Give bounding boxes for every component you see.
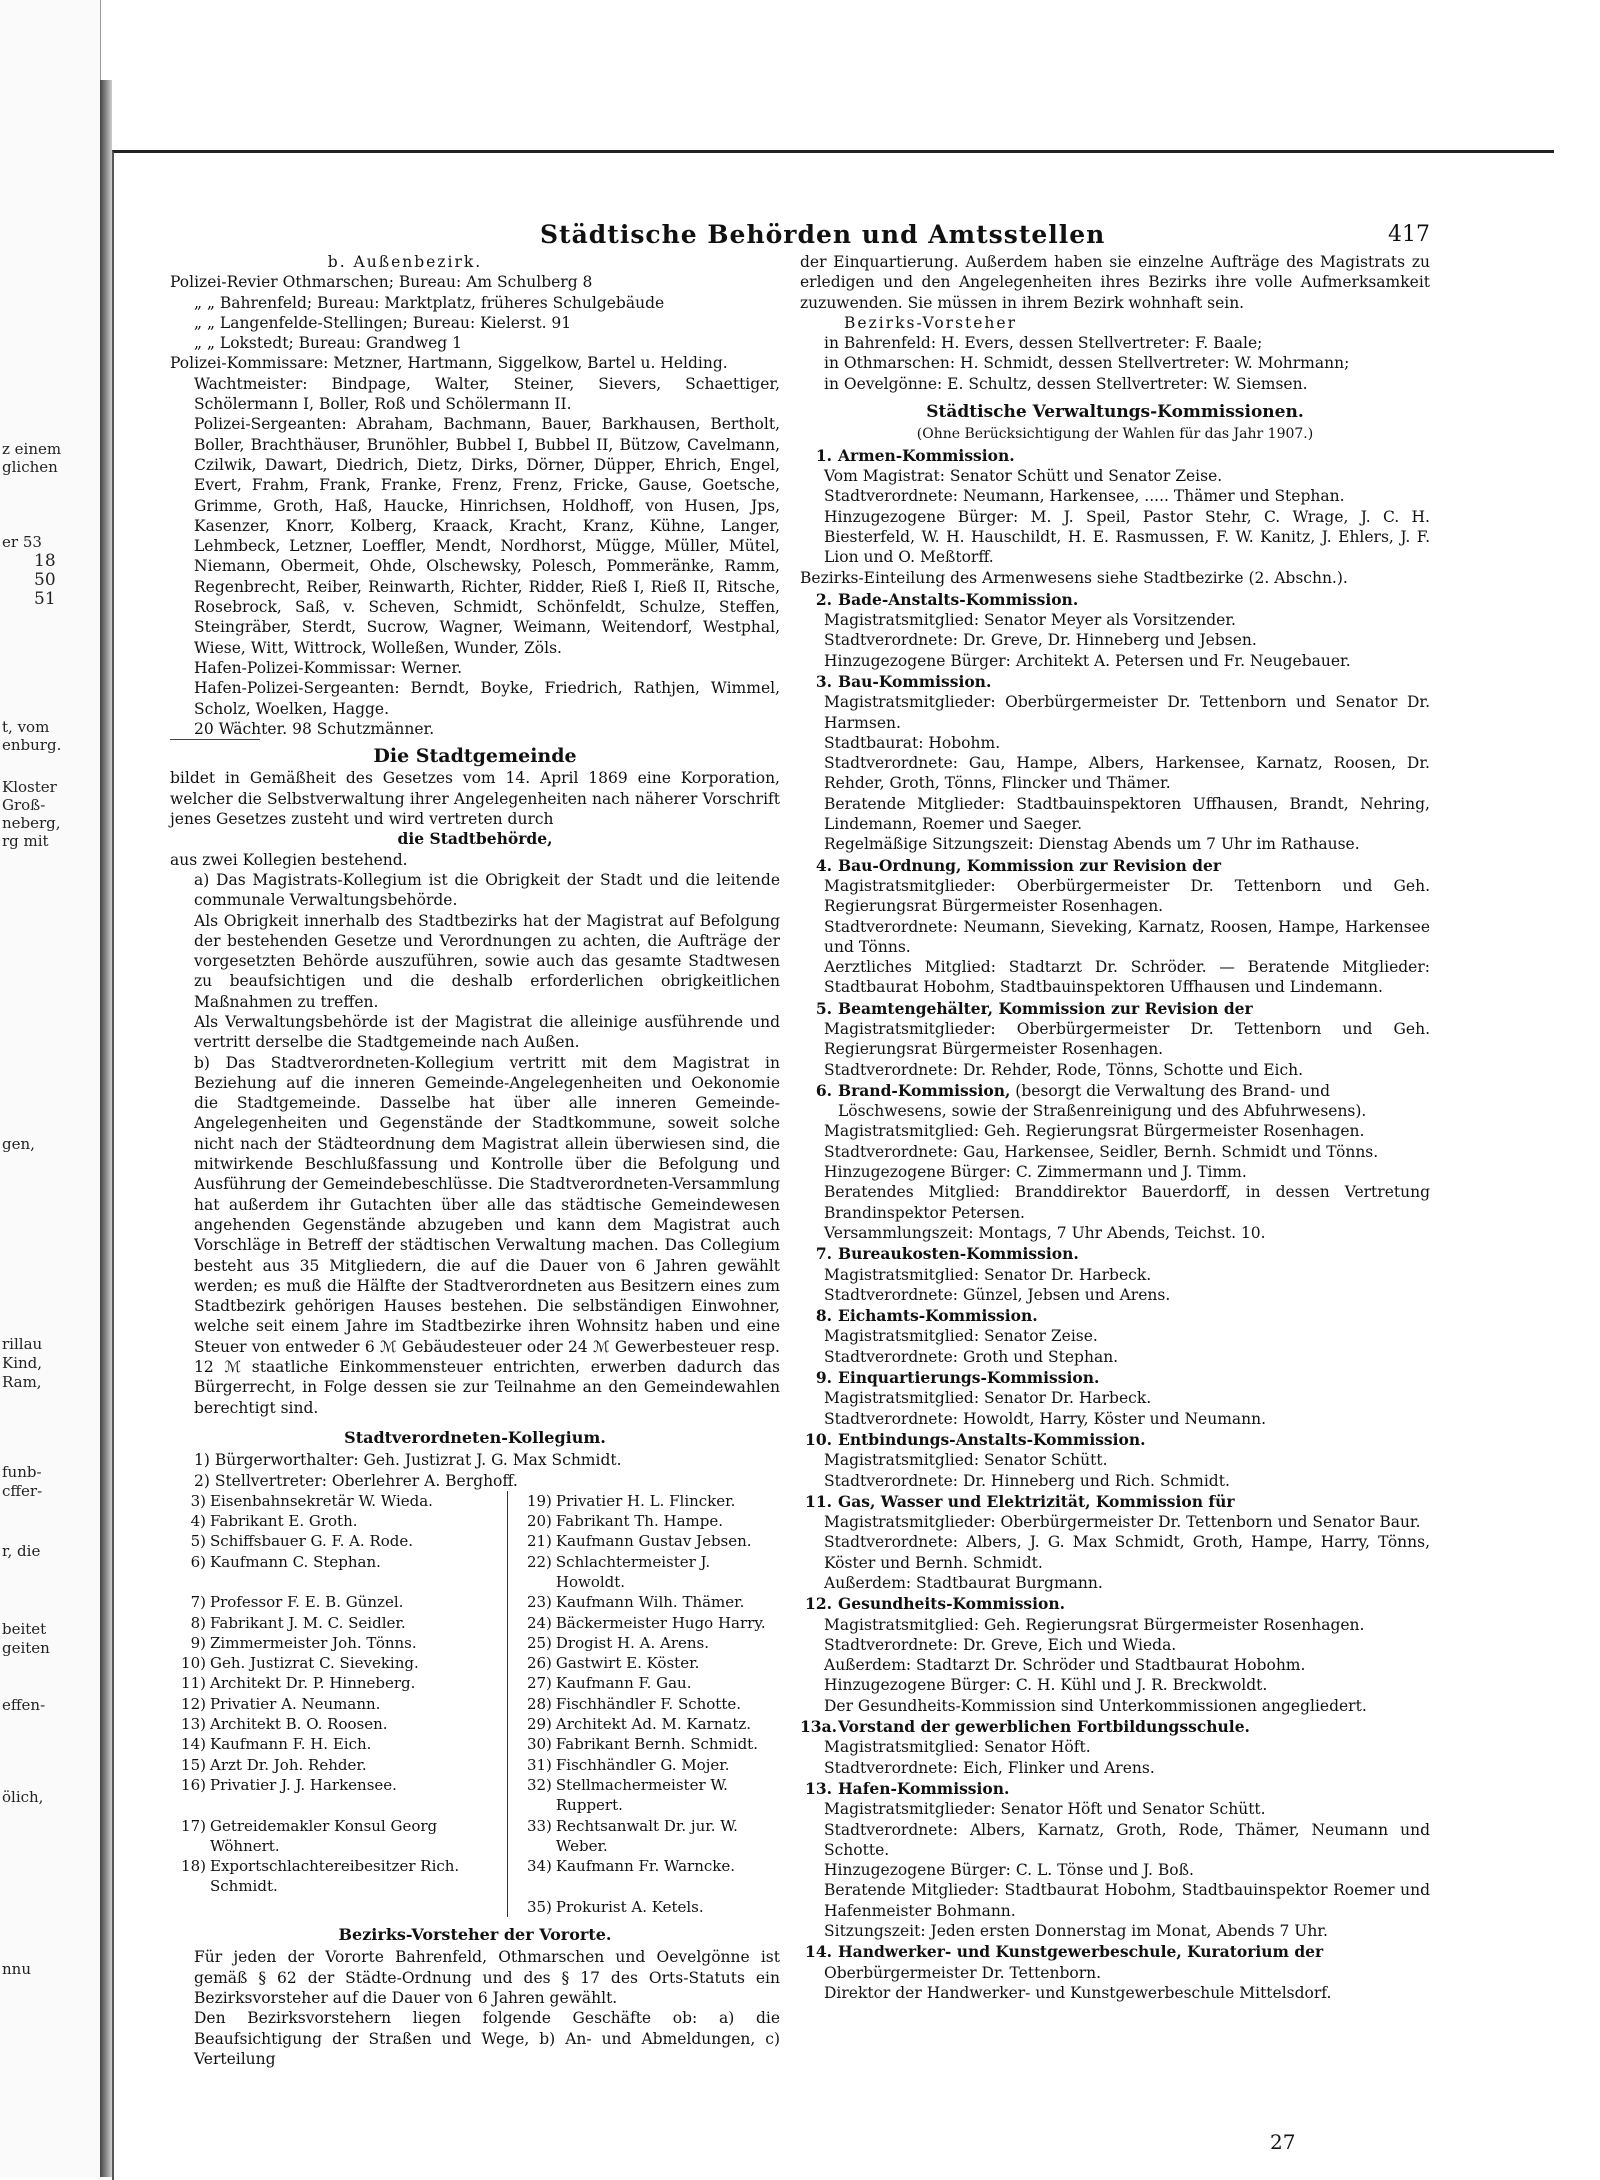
- commission-line: Magistratsmitglieder: Oberbürgermeister Dr. Tettenborn und Senator Baur.: [824, 1513, 1421, 1532]
- member-number: 16): [181, 1775, 206, 1794]
- commission-line: Oberbürgermeister Dr. Tettenborn.: [824, 1963, 1102, 1982]
- column-separator: [507, 1613, 516, 1633]
- commission-line: Hinzugezogene Bürger: C. Zimmermann und J. Timm.: [824, 1163, 1247, 1182]
- commission-line: Hinzugezogene Bürger: Architekt A. Petersen und Fr. Neugebauer.: [824, 651, 1351, 670]
- commission-line: Magistratsmitglied: Senator Zeise.: [824, 1327, 1098, 1346]
- member-number: 10): [181, 1654, 206, 1673]
- commission-title: Eichamts-Kommission.: [838, 1306, 1038, 1326]
- commission-line: Beratendes Mitglied: Branddirektor Bauerdorff, in dessen Vertretung Brandinspektor Petersen.: [824, 1183, 1430, 1222]
- commission-line: Magistratsmitglied: Senator Schütt.: [824, 1451, 1108, 1470]
- commission-number: 13.: [805, 1778, 832, 1798]
- left-page-text-fragment: enburg.: [2, 736, 62, 754]
- stadtgemeinde-intro: bildet in Gemäßheit des Gesetzes vom 14. April 1869 eine Korporation, welcher die Selbstverwaltung ihrer Angelegenheiten nach näherer Vorschrift jenes Gesetzes zusteht und wird vertreten durch: [170, 769, 780, 829]
- member-name: Privatier H. L. Flincker.: [555, 1491, 736, 1510]
- column-separator: [507, 1755, 516, 1775]
- commission-entry: [800, 1492, 1430, 1593]
- commission-title-wrap: [838, 446, 1430, 466]
- member-name: Zimmermeister Joh. Tönns.: [210, 1633, 417, 1652]
- commission-title-wrap: [838, 1717, 1430, 1737]
- commission-title: Armen-Kommission.: [838, 445, 1015, 465]
- commission-title: Einquartierungs-Kommission.: [838, 1368, 1100, 1388]
- left-page-text-fragment: er 53: [2, 533, 42, 551]
- commission-number: 12.: [805, 1594, 832, 1614]
- commission-title: Gesundheits-Kommission.: [838, 1594, 1066, 1614]
- revier-line: „ „ Langenfelde-Stellingen; Bureau: Kielerst. 91: [194, 313, 572, 332]
- commission-title-wrap: [838, 1430, 1430, 1450]
- commission-line: Der Gesundheits-Kommission sind Unterkommissionen angegliedert.: [824, 1696, 1367, 1715]
- member-number: 7): [190, 1593, 206, 1612]
- commission-entry: [800, 1779, 1430, 1941]
- member-name: Kaufmann F. Gau.: [555, 1674, 692, 1693]
- left-page-text-fragment: rg mit: [2, 832, 49, 850]
- left-page-fragment: [0, 0, 101, 2177]
- left-page-text-fragment: funb-: [2, 1463, 42, 1481]
- member-name: [208, 1897, 507, 1917]
- kollegium-vice: 2) Stellvertreter: Oberlehrer A. Berghoff.: [194, 1471, 518, 1490]
- commission-number: 2.: [815, 589, 832, 609]
- member-name: Privatier A. Neumann.: [210, 1694, 381, 1713]
- commission-title-wrap: [838, 999, 1430, 1019]
- kollegium-chair: 1) Bürgerworthalter: Geh. Justizrat J. G. Max Schmidt.: [194, 1451, 622, 1470]
- commission-heading: [800, 856, 1430, 876]
- police-count: 20 Wächter. 98 Schutzmänner.: [194, 719, 435, 738]
- commission-entry: [800, 1306, 1430, 1367]
- commission-line: Magistratsmitglied: Geh. Regierungsrat Bürgermeister Rosenhagen.: [824, 1615, 1365, 1634]
- left-page-text-fragment: Ram,: [2, 1373, 42, 1391]
- commission-entry: [800, 568, 1430, 588]
- member-name: Arzt Dr. Joh. Rehder.: [210, 1755, 367, 1774]
- column-separator: [507, 1673, 516, 1693]
- member-name: Drogist H. A. Arens.: [555, 1633, 710, 1652]
- member-name: Fabrikant Th. Hampe.: [555, 1512, 723, 1531]
- kollegium-title: Stadtverordneten-Kollegium.: [344, 1427, 606, 1447]
- member-number: 4): [190, 1512, 206, 1531]
- revier-line: Polizei-Revier Othmarschen; Bureau: Am Schulberg 8: [170, 273, 593, 292]
- left-page-text-fragment: t, vom: [2, 718, 50, 736]
- commission-heading: [800, 446, 1430, 466]
- commission-title: Vorstand der gewerblichen Fortbildungsschule.: [838, 1717, 1250, 1737]
- commission-title-wrap: [838, 1368, 1430, 1388]
- member-number: 5): [190, 1532, 206, 1551]
- member-name: Kaufmann Gustav Jebsen.: [555, 1532, 752, 1551]
- commission-entry: [800, 672, 1430, 855]
- commission-line: Regelmäßige Sitzungszeit: Dienstag Abends um 7 Uhr im Rathause.: [824, 835, 1360, 854]
- commission-line: Stadtverordnete: Günzel, Jebsen und Arens.: [824, 1285, 1171, 1304]
- member-number: 6): [190, 1552, 206, 1571]
- commission-number: 14.: [805, 1942, 832, 1962]
- commission-line: Stadtverordnete: Dr. Greve, Dr. Hinneberg und Jebsen.: [824, 631, 1257, 650]
- wachtmeister: Wachtmeister: Bindpage, Walter, Steiner, Sievers, Schaettiger, Schölermann I, Boller, Roß und Schölermann II.: [194, 374, 780, 414]
- member-number: 25): [526, 1633, 552, 1652]
- vorsteher-line: in Othmarschen: H. Schmidt, dessen Stellvertreter: W. Mohrmann;: [824, 354, 1350, 373]
- commission-number: 11.: [805, 1491, 832, 1511]
- member-number: 21): [526, 1532, 552, 1551]
- commission-line: Stadtverordnete: Dr. Greve, Eich und Wieda.: [824, 1635, 1177, 1654]
- commission-title: Gas, Wasser und Elektrizität, Kommission für: [838, 1491, 1235, 1511]
- member-number: 12): [181, 1694, 206, 1713]
- member-number: 9): [190, 1633, 206, 1652]
- commission-line: Magistratsmitglied: Senator Höft.: [824, 1738, 1091, 1757]
- members-table: [170, 1491, 780, 1917]
- left-page-text-fragment: Kloster: [2, 778, 57, 796]
- commission-title: Brand-Kommission,: [838, 1080, 1011, 1100]
- left-page-text-fragment: geiten: [2, 1639, 50, 1657]
- member-name: Kaufmann Wilh. Thämer.: [555, 1593, 745, 1612]
- commission-title-wrap: [838, 856, 1430, 876]
- commission-number: 13a.: [800, 1717, 838, 1737]
- commission-title-wrap: [838, 1244, 1430, 1264]
- commission-line: Stadtverordnete: Neumann, Sieveking, Karnatz, Roosen, Hampe, Harkensee und Tönns.: [824, 917, 1430, 956]
- member-row: [170, 1816, 780, 1857]
- member-number: 8): [190, 1613, 206, 1632]
- commission-line: Magistratsmitglied: Senator Meyer als Vorsitzender.: [824, 611, 1236, 630]
- commission-title-wrap: [838, 1594, 1430, 1614]
- column-separator: [507, 1714, 516, 1734]
- commission-heading: [800, 590, 1430, 610]
- vorsteher-para1: Für jeden der Vororte Bahrenfeld, Othmarschen und Oevelgönne ist gemäß § 62 der Städte-Ordnung und des § 17 des Orts-Statuts ein Bezirksvorsteher auf die Dauer von 6 Jahren gewählt.: [194, 1948, 780, 2007]
- member-row: [170, 1552, 780, 1593]
- commission-heading: [800, 1306, 1430, 1326]
- commission-line: Direktor der Handwerker- und Kunstgewerbeschule Mittelsdorf.: [824, 1983, 1332, 2002]
- commission-line: Beratende Mitglieder: Stadtbaurat Hobohm, Stadtbauinspektor Roemer und Hafenmeister Bohmann.: [824, 1881, 1430, 1920]
- left-page-text-fragment: 51: [34, 589, 56, 609]
- left-page-text-fragment: Kind,: [2, 1354, 43, 1372]
- kommissionen-title: Städtische Verwaltungs-Kommissionen.: [926, 402, 1304, 423]
- left-page-text-fragment: rillau: [2, 1335, 43, 1353]
- kommissionen-subtitle: (Ohne Berücksichtigung der Wahlen für das Jahr 1907.): [916, 426, 1314, 443]
- commission-title-wrap: [838, 1492, 1430, 1512]
- member-row: [170, 1856, 780, 1897]
- commission-entry: [800, 1244, 1430, 1305]
- para-obrigkeit: Als Obrigkeit innerhalb des Stadtbezirks hat der Magistrat auf Befolgung der bestehenden Gesetze und Verordnungen zu achten, die Aufträge der vorgesetzten Behörde auszuführen, sowie auch das gesamte Stadtwesen zu beaufsichtigen und die deshalb erforderlichen obrigkeitlichen Maßnahmen zu treffen.: [194, 911, 780, 1011]
- commission-heading: [800, 1081, 1430, 1122]
- commission-line: Magistratsmitglieder: Oberbürgermeister Dr. Tettenborn und Geh. Regierungsrat Bürgermeister Rosenhagen.: [824, 876, 1430, 916]
- left-page-text-fragment: r, die: [2, 1542, 41, 1560]
- para-stadtverordnete: b) Das Stadtverordneten-Kollegium vertritt mit dem Magistrat in Beziehung auf die inneren Gemeinde-Angelegenheiten und Oekonomie die Stadtgemeinde. Dasselbe hat über alle inneren Gemeinde-Angelegenheiten und Gegenstände der Stadtkommune, soweit solche nicht nach der Städteordnung dem Magistrat allein überwiesen sind, die mitwirkende Beschlußfassung und Kontrolle über die Befolgung und Ausführung der Gemeindebeschlüsse. Die Stadtverordneten-Versammlung hat außerdem ihr Gutachten über alle das städtische Gemeindewesen angehenden Gegenstände abzugeben und kann dem Magistrat auch Vorschläge in Betreff der städtischen Verwaltung machen. Das Collegium besteht aus 35 Mitgliedern, die auf die Dauer von 6 Jahren gewählt werden; es muß die Hälfte der Stadtverordneten aus Besitzern eines zum Stadtbezirk gehörigen Hauses bestehen. Die selbständigen Einwohner, welche seit einem Jahre im Stadtbezirke ihren Wohnsitz haben und eine Steuer von entweder 6 ℳ Gebäudesteuer oder 24 ℳ Gewerbesteuer resp. 12 ℳ staatliche Einkommensteuer entrichten, erwerben dadurch das Bürgerrecht, in Folge dessen sie zur Teilnahme an den Gemeindewahlen berechtigt sind.: [194, 1053, 780, 1417]
- member-row: [170, 1592, 780, 1612]
- member-name: Prokurist A. Ketels.: [555, 1897, 704, 1916]
- member-number: 28): [526, 1694, 552, 1713]
- left-column: [170, 252, 780, 2069]
- column-separator: [507, 1633, 516, 1653]
- left-page-text-fragment: beitet: [2, 1620, 47, 1638]
- commission-line: Aerztliches Mitglied: Stadtarzt Dr. Schröder. — Beratende Mitglieder: Stadtbaurat Hobohm, Stadtbauinspektoren Uffhausen und Lindemann.: [824, 958, 1430, 997]
- member-row: [170, 1714, 780, 1734]
- column-separator: [507, 1734, 516, 1754]
- commission-number: 4.: [815, 855, 832, 875]
- member-row: [170, 1491, 780, 1511]
- member-number: 18): [181, 1857, 206, 1876]
- member-number: 34): [526, 1857, 552, 1876]
- left-page-text-fragment: ölich,: [2, 1788, 44, 1806]
- member-row: [170, 1897, 780, 1917]
- member-name: Stellmachermeister W. Ruppert.: [555, 1775, 728, 1815]
- member-name: Fabrikant Bernh. Schmidt.: [555, 1735, 758, 1754]
- member-name: Rechtsanwalt Dr. jur. W. Weber.: [555, 1816, 738, 1855]
- commission-title: Hafen-Kommission.: [838, 1778, 1010, 1798]
- member-name: Eisenbahnsekretär W. Wieda.: [210, 1491, 433, 1510]
- police-kommissare: Polizei-Kommissare: Metzner, Hartmann, Siggelkow, Bartel u. Helding.: [170, 354, 728, 373]
- member-row: [170, 1755, 780, 1775]
- member-name: Getreidemakler Konsul Georg Wöhnert.: [210, 1816, 438, 1855]
- para-verwaltung: Als Verwaltungsbehörde ist der Magistrat die alleinige ausführende und vertritt derselbe die Stadtgemeinde nach Außen.: [194, 1012, 780, 1052]
- member-number: 17): [181, 1816, 206, 1835]
- column-separator: [507, 1531, 516, 1551]
- member-name: Architekt B. O. Roosen.: [210, 1715, 388, 1734]
- member-name: Kaufmann Fr. Warncke.: [555, 1857, 735, 1876]
- member-number: 29): [526, 1715, 552, 1734]
- member-number: 24): [526, 1613, 552, 1632]
- commission-line: Bezirks-Einteilung des Armenwesens siehe Stadtbezirke (2. Abschn.).: [800, 569, 1348, 588]
- commission-heading: [800, 1779, 1430, 1799]
- vorsteher-continuation: der Einquartierung. Außerdem haben sie einzelne Aufträge des Magistrats zu erledigen und den Angelegenheiten ihres Bezirks ihre volle Aufmerksamkeit zuzuwenden. Sie müssen in ihrem Bezirk wohnhaft sein.: [800, 253, 1430, 312]
- left-page-text-fragment: effen-: [2, 1696, 46, 1714]
- commission-entry: [800, 999, 1430, 1080]
- hafen-sergeanten: Hafen-Polizei-Sergeanten: Berndt, Boyke, Friedrich, Rathjen, Wimmel, Scholz, Woelken, Hagge.: [194, 679, 780, 718]
- stadtbehoerde-line: aus zwei Kollegien bestehend.: [170, 850, 408, 869]
- member-number: [170, 1897, 208, 1917]
- signature-number: 27: [1270, 2130, 1296, 2154]
- member-row: [170, 1734, 780, 1754]
- commission-title-wrap: [838, 1779, 1430, 1799]
- vorsteher-line: in Bahrenfeld: H. Evers, dessen Stellvertreter: F. Baale;: [824, 334, 1263, 353]
- member-number: 23): [526, 1593, 552, 1612]
- right-column: [800, 252, 1430, 2003]
- member-number: 14): [181, 1735, 206, 1754]
- commission-entry: [800, 1717, 1430, 1778]
- commission-line: Außerdem: Stadtbaurat Burgmann.: [824, 1574, 1103, 1592]
- left-page-text-fragment: Groß-: [2, 796, 46, 814]
- commission-title-wrap: [838, 1306, 1430, 1326]
- member-number: 20): [526, 1512, 552, 1531]
- commission-title: Beamtengehälter, Kommission zur Revision der: [838, 998, 1253, 1018]
- commission-line: Sitzungszeit: Jeden ersten Donnerstag im Monat, Abends 7 Uhr.: [824, 1922, 1328, 1941]
- member-name: Gastwirt E. Köster.: [555, 1654, 700, 1673]
- column-separator: [507, 1897, 516, 1917]
- member-number: 31): [526, 1755, 552, 1774]
- commission-number: 10.: [805, 1429, 832, 1449]
- commission-title: Entbindungs-Anstalts-Kommission.: [838, 1429, 1146, 1449]
- commission-entry: [800, 446, 1430, 568]
- commission-title: Bau-Ordnung, Kommission zur Revision der: [838, 855, 1222, 875]
- commission-line: Magistratsmitglied: Geh. Regierungsrat Bürgermeister Rosenhagen.: [824, 1122, 1365, 1141]
- revier-line: „ „ Lokstedt; Bureau: Grandweg 1: [194, 334, 463, 353]
- commission-entry: [800, 590, 1430, 671]
- commission-number: 3.: [815, 671, 832, 691]
- commission-heading: [800, 1368, 1430, 1388]
- member-number: 15): [181, 1755, 206, 1774]
- commission-line: Stadtverordnete: Eich, Flinker und Arens.: [824, 1758, 1155, 1777]
- vorsteher-para2: Den Bezirksvorstehern liegen folgende Geschäfte ob: a) die Beaufsichtigung der Straßen und Wege, b) An- und Abmeldungen, c) Verteilung: [194, 2009, 780, 2068]
- commission-line: Versammlungszeit: Montags, 7 Uhr Abends, Teichst. 10.: [824, 1223, 1266, 1242]
- commission-line: Stadtverordnete: Albers, Karnatz, Groth, Rode, Thämer, Neumann und Schotte.: [824, 1820, 1430, 1859]
- commission-heading: [800, 1942, 1430, 1962]
- member-row: [170, 1633, 780, 1653]
- commission-line: Magistratsmitglied: Senator Dr. Harbeck.: [824, 1265, 1152, 1284]
- commission-heading: [800, 1717, 1430, 1737]
- member-name: Schlachtermeister J. Howoldt.: [555, 1552, 711, 1591]
- commission-title: Bureaukosten-Kommission.: [838, 1244, 1079, 1264]
- commission-title: Handwerker- und Kunstgewerbeschule, Kuratorium der: [838, 1942, 1324, 1962]
- member-number: 32): [526, 1775, 552, 1794]
- member-name: Architekt Dr. P. Hinneberg.: [210, 1674, 416, 1693]
- commission-title-wrap: [838, 1942, 1430, 1962]
- commission-entry: [800, 1594, 1430, 1716]
- commission-number: 6.: [815, 1080, 832, 1100]
- column-separator: [507, 1552, 516, 1593]
- member-name: Fabrikant E. Groth.: [210, 1512, 358, 1531]
- commission-line: Hinzugezogene Bürger: C. L. Tönse und J. Boß.: [824, 1861, 1194, 1880]
- stadtgemeinde-title: Die Stadtgemeinde: [373, 745, 577, 768]
- vorsteher-heading: Bezirks-Vorsteher: [844, 313, 1017, 332]
- running-title: Städtische Behörden und Amtsstellen: [540, 220, 1106, 249]
- commission-number: 9.: [815, 1368, 832, 1388]
- commission-line: Stadtverordnete: Dr. Hinneberg und Rich. Schmidt.: [824, 1471, 1230, 1490]
- para-magistrat: a) Das Magistrats-Kollegium ist die Obrigkeit der Stadt und die leitende communale Verwaltungsbehörde.: [194, 870, 780, 910]
- commission-number: 5.: [815, 998, 832, 1018]
- commission-title: Bau-Kommission.: [838, 671, 992, 691]
- commission-entry: [800, 1430, 1430, 1491]
- member-number: 19): [526, 1491, 552, 1510]
- member-row: [170, 1531, 780, 1551]
- revier-line: „ „ Bahrenfeld; Bureau: Marktplatz, früheres Schulgebäude: [194, 293, 665, 312]
- page-header: [540, 220, 1430, 254]
- commission-heading: [800, 999, 1430, 1019]
- member-name: Kaufmann C. Stephan.: [210, 1552, 381, 1571]
- member-name: Fischhändler F. Schotte.: [555, 1694, 742, 1713]
- commission-line: Magistratsmitglieder: Senator Höft und Senator Schütt.: [824, 1800, 1266, 1819]
- commission-line: Magistratsmitglied: Senator Dr. Harbeck.: [824, 1389, 1152, 1408]
- commission-line: Magistratsmitglieder: Oberbürgermeister Dr. Tettenborn und Geh. Regierungsrat Bürgermeister Rosenhagen.: [824, 1019, 1430, 1059]
- member-number: 22): [526, 1552, 552, 1571]
- member-name: Exportschlachtereibesitzer Rich. Schmidt.: [210, 1857, 460, 1896]
- commission-line: Stadtbaurat: Hobohm.: [824, 733, 1001, 752]
- left-page-text-fragment: glichen: [2, 458, 58, 476]
- column-separator: [507, 1511, 516, 1531]
- left-page-text-fragment: gen,: [2, 1135, 35, 1153]
- member-name: Kaufmann F. H. Eich.: [210, 1735, 372, 1754]
- commission-number: 7.: [815, 1244, 832, 1264]
- member-name: Geh. Justizrat C. Sieveking.: [210, 1654, 419, 1673]
- member-number: 30): [526, 1735, 552, 1754]
- member-number: 11): [181, 1674, 206, 1693]
- member-name: Architekt Ad. M. Karnatz.: [555, 1715, 752, 1734]
- column-separator: [507, 1592, 516, 1612]
- commission-line: Magistratsmitglieder: Oberbürgermeister Dr. Tettenborn und Senator Dr. Harmsen.: [824, 693, 1430, 732]
- commission-line: Stadtverordnete: Howoldt, Harry, Köster und Neumann.: [824, 1409, 1267, 1428]
- district-heading: b. Außenbezirk.: [327, 253, 483, 271]
- commission-heading: [800, 1594, 1430, 1614]
- left-page-text-fragment: nnu: [2, 1960, 31, 1978]
- member-row: [170, 1775, 780, 1816]
- member-number: 27): [526, 1674, 552, 1693]
- commission-list: [800, 446, 1430, 2004]
- stadtbehoerde-title: die Stadtbehörde,: [397, 829, 553, 849]
- commission-entry: [800, 856, 1430, 998]
- hafen-kommissar: Hafen-Polizei-Kommissar: Werner.: [194, 658, 463, 677]
- member-name: Bäckermeister Hugo Harry.: [555, 1613, 766, 1632]
- commission-number: 1.: [815, 445, 832, 465]
- member-number: 13): [181, 1715, 206, 1734]
- vorsteher-title: Bezirks-Vorsteher der Vororte.: [338, 1925, 612, 1945]
- column-separator: [507, 1653, 516, 1673]
- member-number: 35): [526, 1897, 552, 1916]
- left-page-text-fragment: neberg,: [2, 814, 61, 832]
- member-row: [170, 1613, 780, 1633]
- commission-line: Stadtverordnete: Albers, J. G. Max Schmidt, Groth, Hampe, Harry, Tönns, Köster und Bernh. Schmidt.: [824, 1533, 1430, 1572]
- police-sergeanten: Polizei-Sergeanten: Abraham, Bachmann, Bauer, Barkhausen, Bertholt, Boller, Brachthäuser, Brunöhler, Bubbel I, Bubbel II, Bützow, Cavelmann, Czilwik, Dawart, Diedrich, Dietz, Dirks, Dörner, Düpper, Ehrich, Engel, Evert, Frahm, Frank, Franke, Frenz, Frenz, Fricke, Gause, Goetsche, Grimme, Groth, Haß, Haucke, Hinrichsen, Holdhoff, von Husen, Jps, Kasenzer, Knorr, Kolberg, Kraack, Kracht, Kranz, Kühne, Langer, Lehmbeck, Letzner, Loeffler, Mendt, Nordhorst, Mügge, Müller, Mütel, Niemann, Obermeit, Ohde, Olschewsky, Polesch, Pommeränke, Ramm, Regenbrecht, Reiber, Reinwarth, Richter, Ridder, Rieß I, Rieß II, Ritsche, Rosebrock, Saß, v. Scheven, Schmidt, Schönfeldt, Schulze, Steffen, Steingräber, Sterdt, Sucrow, Wagner, Weimann, Weitendorf, Westphal, Wiese, Witt, Wittrock, Wolleßen, Wunder, Zöls.: [194, 415, 780, 657]
- member-row: [170, 1673, 780, 1693]
- member-name: Fabrikant J. M. C. Seidler.: [210, 1613, 406, 1632]
- commission-entry: [800, 1081, 1430, 1243]
- column-separator: [507, 1856, 516, 1897]
- commission-line: Stadtverordnete: Neumann, Harkensee, ..... Thämer und Stephan.: [824, 487, 1345, 506]
- commission-title-note: (besorgt die Verwaltung des Brand- und Löschwesens, sowie der Straßenreinigung und des Abfuhrwesens).: [838, 1081, 1367, 1121]
- member-name: Professor F. E. B. Günzel.: [210, 1593, 404, 1612]
- commission-title-wrap: [838, 672, 1430, 692]
- commission-title: Bade-Anstalts-Kommission.: [838, 589, 1079, 609]
- member-name: Fischhändler G. Mojer.: [555, 1755, 730, 1774]
- commission-title-wrap: [838, 590, 1430, 610]
- commission-line: Stadtverordnete: Groth und Stephan.: [824, 1347, 1119, 1366]
- commission-heading: [800, 1244, 1430, 1264]
- commission-line: Hinzugezogene Bürger: C. H. Kühl und J. R. Breckwoldt.: [824, 1676, 1268, 1695]
- commission-line: Vom Magistrat: Senator Schütt und Senator Zeise.: [824, 466, 1223, 485]
- commission-heading: [800, 672, 1430, 692]
- commission-line: Stadtverordnete: Dr. Rehder, Rode, Tönns, Schotte und Eich.: [824, 1060, 1304, 1079]
- member-number: 3): [190, 1491, 206, 1510]
- commission-line: Stadtverordnete: Gau, Harkensee, Seidler, Bernh. Schmidt und Tönns.: [824, 1142, 1379, 1161]
- column-separator: [507, 1816, 516, 1857]
- vorsteher-line: in Oevelgönne: E. Schultz, dessen Stellvertreter: W. Siemsen.: [824, 374, 1308, 393]
- left-page-text-fragment: z einem: [2, 440, 62, 458]
- commission-title-wrap: [838, 1081, 1430, 1122]
- revier-list: [170, 272, 780, 353]
- left-page-text-fragment: cffer-: [2, 1482, 43, 1500]
- commission-heading: [800, 1430, 1430, 1450]
- commission-heading: [800, 1492, 1430, 1512]
- commission-line: Beratende Mitglieder: Stadtbauinspektoren Uffhausen, Brandt, Nehring, Lindemann, Roemer und Saeger.: [824, 794, 1430, 834]
- member-number: 33): [526, 1816, 552, 1835]
- commission-line: Stadtverordnete: Gau, Hampe, Albers, Harkensee, Karnatz, Roosen, Dr. Rehder, Groth, Tönns, Flincker und Thämer.: [824, 754, 1430, 793]
- member-row: [170, 1511, 780, 1531]
- member-name: Privatier J. J. Harkensee.: [210, 1775, 397, 1794]
- left-page-text-fragment: 50: [34, 570, 56, 590]
- page-number: 417: [1388, 222, 1430, 247]
- commission-line: Außerdem: Stadtarzt Dr. Schröder und Stadtbaurat Hobohm.: [824, 1656, 1306, 1675]
- column-separator: [507, 1694, 516, 1714]
- column-separator: [507, 1775, 516, 1816]
- member-row: [170, 1653, 780, 1673]
- column-separator: [507, 1491, 516, 1511]
- commission-entry: [800, 1368, 1430, 1429]
- member-number: 26): [526, 1654, 552, 1673]
- member-name: Schiffsbauer G. F. A. Rode.: [210, 1532, 414, 1551]
- commission-number: 8.: [815, 1306, 832, 1326]
- book-gutter: [100, 80, 112, 2177]
- commission-line: Hinzugezogene Bürger: M. J. Speil, Pastor Stehr, C. Wrage, J. C. H. Biesterfeld, W. H. Hauschildt, H. E. Rasmussen, F. W. Kanitz, J. Ehlers, J. F. Lion und O. Meßtorff.: [824, 507, 1430, 567]
- left-page-text-fragment: 18: [34, 551, 56, 571]
- divider: [170, 739, 260, 740]
- member-row: [170, 1694, 780, 1714]
- commission-entry: [800, 1942, 1430, 2003]
